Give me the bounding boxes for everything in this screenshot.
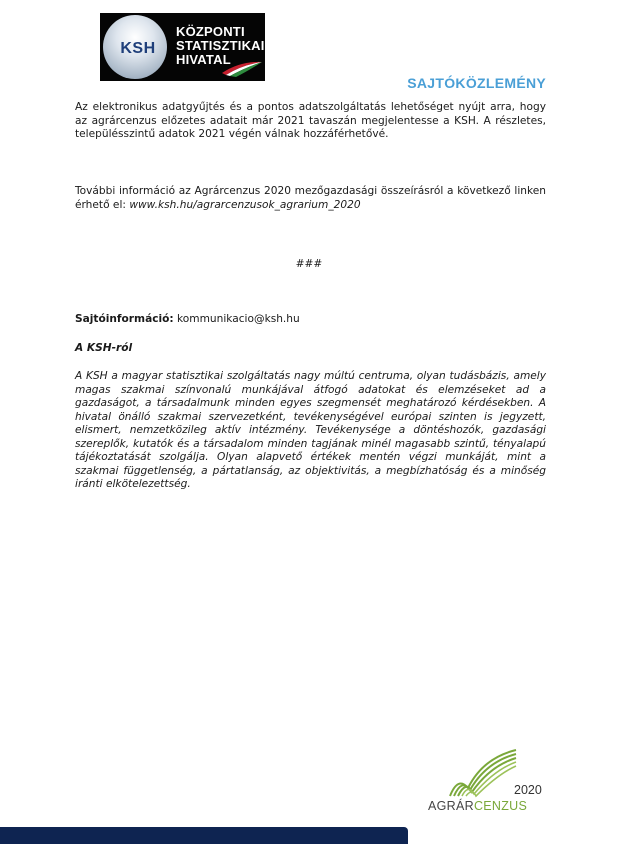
- wheat-field-icon: [428, 748, 518, 798]
- agrarcenzus-year: 2020: [514, 783, 542, 797]
- more-info-text: További információ az Agrárcenzus 2020 mezőgazdasági összeírásról a következő linken érhető el:: [75, 185, 546, 211]
- body-paragraph-2: [75, 185, 546, 212]
- agrarcenzus-logo: [428, 748, 548, 818]
- ksh-name-line-1: KÖZPONTI: [176, 24, 245, 39]
- agrarcenzus-link[interactable]: www.ksh.hu/agrarcenzusok_agrarium_2020: [129, 198, 361, 211]
- ksh-logo: [100, 13, 265, 81]
- contact-email-link[interactable]: kommunikacio@ksh.hu: [177, 313, 300, 325]
- about-heading: A KSH-ról: [75, 342, 133, 354]
- body-paragraph-1: Az elektronikus adatgyűjtés és a pontos adatszolgáltatás lehetőséget nyújt arra, hogy az agrárcenzus előzetes adatait már 2021 tavaszán megjelentesse a KSH. A részletes, településszintű adatok 2021 végén válnak hozzáférhetővé.: [75, 101, 546, 140]
- ksh-name-line-3: HIVATAL: [176, 52, 231, 67]
- ksh-emblem-text: KSH: [120, 40, 156, 57]
- footer-bar: [0, 827, 408, 844]
- section-separator: ###: [295, 258, 323, 270]
- agrarcenzus-word-cenzus: CENZUS: [473, 799, 528, 813]
- press-contact: [75, 313, 300, 325]
- contact-label: Sajtóinformáció:: [75, 313, 174, 325]
- about-paragraph: A KSH a magyar statisztikai szolgáltatás nagy múltú centruma, olyan tudásbázis, amely magas szakmai színvonalú munkájával átfogó adatokat és elemzéseket ad a gazdaságot, a társadalmunk minden egyes szegmensét meghatározó kérdésekben. A hivatal önálló szakmai szervezetként, tevékenységével európai szinten is jegyzett, elismert, nemzetközileg aktív intézmény. Tevékenysége a döntéshozók, gazdasági szereplők, kutatók és a társadalom minden tagjának minél magasabb szintű, tényalapú tájékoztatását szolgálja. Olyan alapvető értékek mentén végzi munkáját, mint a szakmai függetlenség, a pártatlanság, az objektivitás, a megbízhatóság és a minőség iránti elkötelezettség.: [75, 370, 546, 490]
- hungarian-flag-swoosh-icon: [220, 59, 264, 77]
- ksh-name-line-2: STATISZTIKAI: [176, 38, 265, 53]
- agrarcenzus-word-agrar: AGRÁR: [428, 799, 474, 813]
- ksh-emblem-circle: [103, 15, 167, 79]
- agrarcenzus-wordmark: [428, 799, 527, 813]
- document-type-title: SAJTÓKÖZLEMÉNY: [407, 75, 546, 91]
